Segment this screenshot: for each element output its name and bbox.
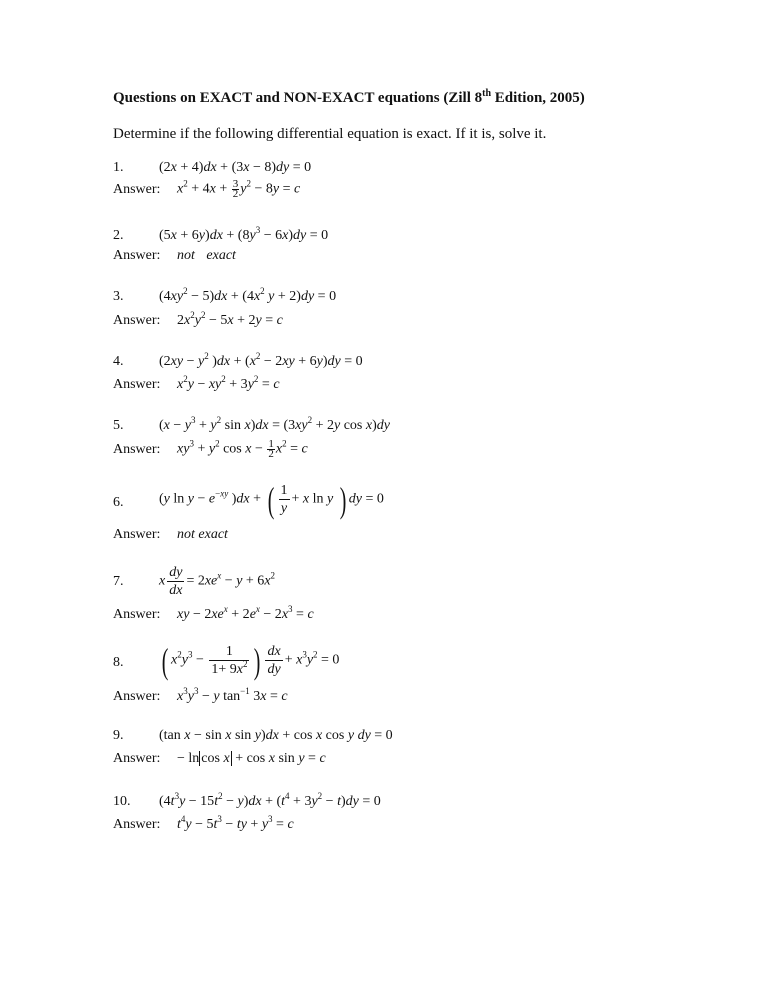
answer-label: Answer: <box>113 313 161 328</box>
answer-equation: $x^2y - xy^2 + 3y^2 = c$ <box>177 374 280 392</box>
problem-equation: $(4xy^2 - 5)dx + (4x^2$ y + 2)dy = 0 <box>159 286 337 304</box>
answer-label: Answer: <box>113 442 161 457</box>
problem-number: 3. <box>113 289 124 304</box>
problem-number: 5. <box>113 418 124 433</box>
problem-equation: (tan x − sin x sin y)dx + cos x cos y dy = 0 <box>159 728 393 743</box>
answer-text: not exact <box>177 527 228 542</box>
answer-equation: $x^3y^3 - y$ $\tan^{-1} 3x = c$ <box>177 686 288 704</box>
answer-equation: $t^4y - 5t^3$ − ty + $y^3 = c$ <box>177 814 294 832</box>
problem-equation: (y $\ln y - e^{-xy}$ )dx + ( $\frac{1}{y}$ + x ln y ) dy = 0 <box>159 479 384 520</box>
answer-label: Answer: <box>113 817 161 832</box>
problem-number: 7. <box>113 574 124 589</box>
title-text: Questions on EXACT and NON-EXACT equations (Zill 8 <box>113 90 483 106</box>
answer-text: not exact <box>177 248 236 263</box>
problem-equation: (2x + 4)dx + (3x − 8)dy = 0 <box>159 160 312 175</box>
problem-equation: ($2xy - y^2$ )$dx + (x^2 - 2xy + 6y)dy = 0$ <box>159 351 363 369</box>
answer-equation: − ln cos x + cos x sin y = c <box>177 751 326 766</box>
title-text-end: Edition, 2005) <box>491 90 585 106</box>
answer-equation: $x^2 + 4x$ + $\frac{3}{2}$ $y^2 - 8y = c$ <box>177 178 301 200</box>
answer-label: Answer: <box>113 751 161 766</box>
answer-equation: $xy^3 + y^2$ cos x − $\frac{1}{2}$ $x^2 = c$ <box>177 438 308 460</box>
problem-number: 4. <box>113 354 124 369</box>
answer-label: Answer: <box>113 689 161 704</box>
answer-equation: xy − $2xe^x + 2e^x - 2x^3 = c$ <box>177 604 314 622</box>
answer-label: Answer: <box>113 527 161 542</box>
page-title <box>113 90 585 107</box>
problem-number: 9. <box>113 728 124 743</box>
answer-label: Answer: <box>113 377 161 392</box>
problem-number: 6. <box>113 495 124 510</box>
instructions: Determine if the following differential equation is exact. If it is, solve it. <box>113 126 547 142</box>
problem-equation: $(4t^3y - 15t^2 - y)dx + (t^4 + 3y^2 - t)dy = 0$ <box>159 791 381 809</box>
problem-equation: $(5x + 6y)dx + (8y^3 - 6x)dy = 0$ <box>159 225 329 243</box>
answer-label: Answer: <box>113 182 161 197</box>
problem-number: 10. <box>113 794 131 809</box>
problem-equation: ($x - y^3 + y^2$ $\sin x)dx = (3xy^2 + 2y$ cos x)dy <box>159 415 390 433</box>
answer-label: Answer: <box>113 248 161 263</box>
answer-equation: $2x^2y^2 - 5x + 2y = c$ <box>177 310 283 328</box>
title-superscript: th <box>482 88 492 99</box>
problem-equation: x $\frac{dy}{dx}$ = $2xe^x - y + 6x^2$ <box>159 565 276 598</box>
problem-number: 8. <box>113 655 124 670</box>
answer-label: Answer: <box>113 607 161 622</box>
problem-equation: ( $x^2y^3$ − $\frac{1}{1+ 9x^2}$ ) $\frac{dx}{dy}$ + $x^3y^2 = 0$ <box>161 640 340 681</box>
problem-number: 2. <box>113 228 124 243</box>
problem-number: 1. <box>113 160 124 175</box>
